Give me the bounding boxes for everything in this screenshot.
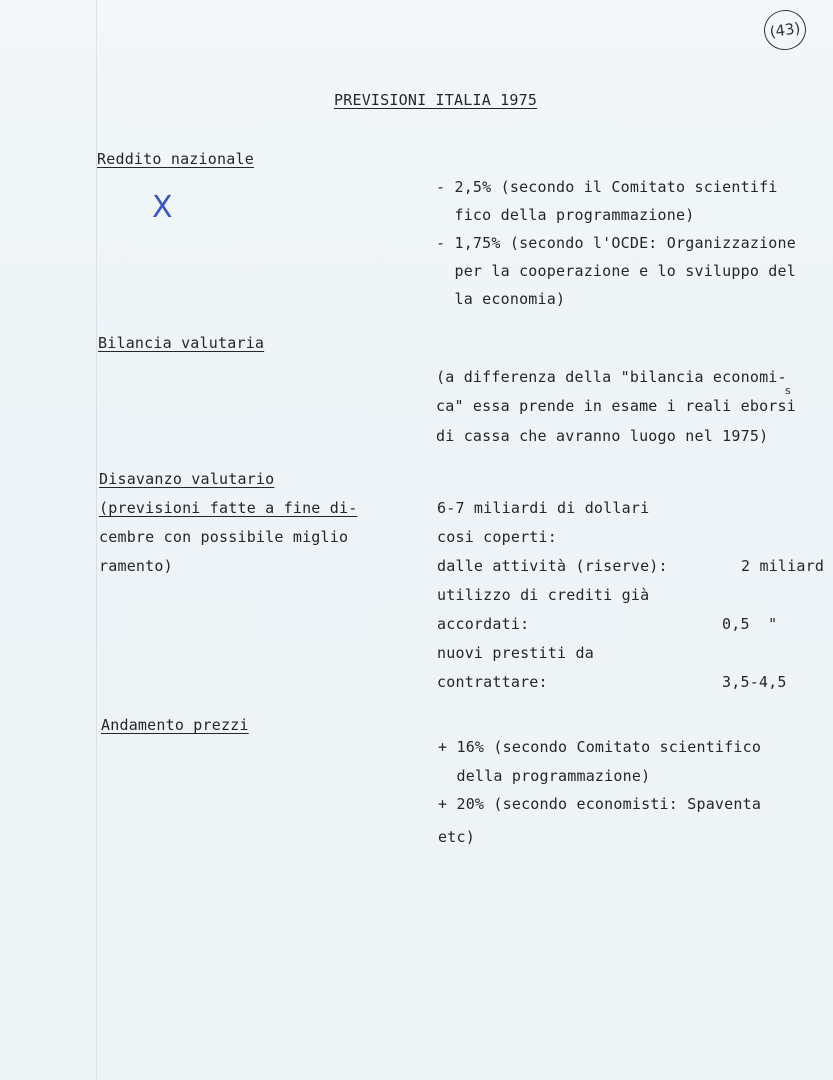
prezzi-line-1: + 16% (secondo Comitato scientifico [438,738,762,756]
disavanzo-line-5: accordati: [437,615,530,633]
reddito-line-5: la economia) [436,290,566,308]
bilancia-line-2: ca" essa prende in esame i reali eborsi [436,397,796,415]
heading-bilancia: Bilancia valutaria [98,334,265,352]
value-crediti: 0,5 " [722,615,778,633]
disavanzo-line-1: 6-7 miliardi di dollari [437,499,650,517]
disavanzo-note-2: cembre con possibile miglio [99,528,349,546]
disavanzo-line-7: contrattare: [437,673,548,691]
reddito-line-4: per la cooperazione e lo sviluppo del [436,262,796,280]
value-riserve: 2 miliard [741,557,825,575]
disavanzo-line-4: utilizzo di crediti già [437,586,650,604]
disavanzo-line-6: nuovi prestiti da [437,644,594,662]
disavanzo-note-3: ramento) [99,557,173,575]
prezzi-line-3: + 20% (secondo economisti: Spaventa [438,795,762,813]
reddito-line-3: - 1,75% (secondo l'OCDE: Organizzazione [436,234,796,252]
bilancia-line-1: (a differenza della "bilancia economi- [436,368,787,386]
reddito-line-1: - 2,5% (secondo il Comitato scientifi [436,178,778,196]
heading-prezzi: Andamento prezzi [101,716,249,734]
disavanzo-line-2: cosi coperti: [437,528,557,546]
bilancia-line-3: di cassa che avranno luogo nel 1975) [436,427,769,445]
page-number: (43) [761,7,808,52]
prezzi-line-4: etc) [438,828,475,846]
handwritten-x-mark: X [152,190,173,225]
handwritten-correction: s [785,384,791,397]
heading-disavanzo: Disavanzo valutario [99,470,275,488]
disavanzo-line-3: dalle attività (riserve): [437,557,668,575]
value-prestiti: 3,5-4,5 [722,673,787,691]
reddito-line-2: fico della programmazione) [436,206,695,224]
disavanzo-note-1: (previsioni fatte a fine di- [99,499,358,517]
heading-reddito: Reddito nazionale [97,150,254,168]
document-title: PREVISIONI ITALIA 1975 [334,91,538,109]
prezzi-line-2: della programmazione) [438,767,651,785]
